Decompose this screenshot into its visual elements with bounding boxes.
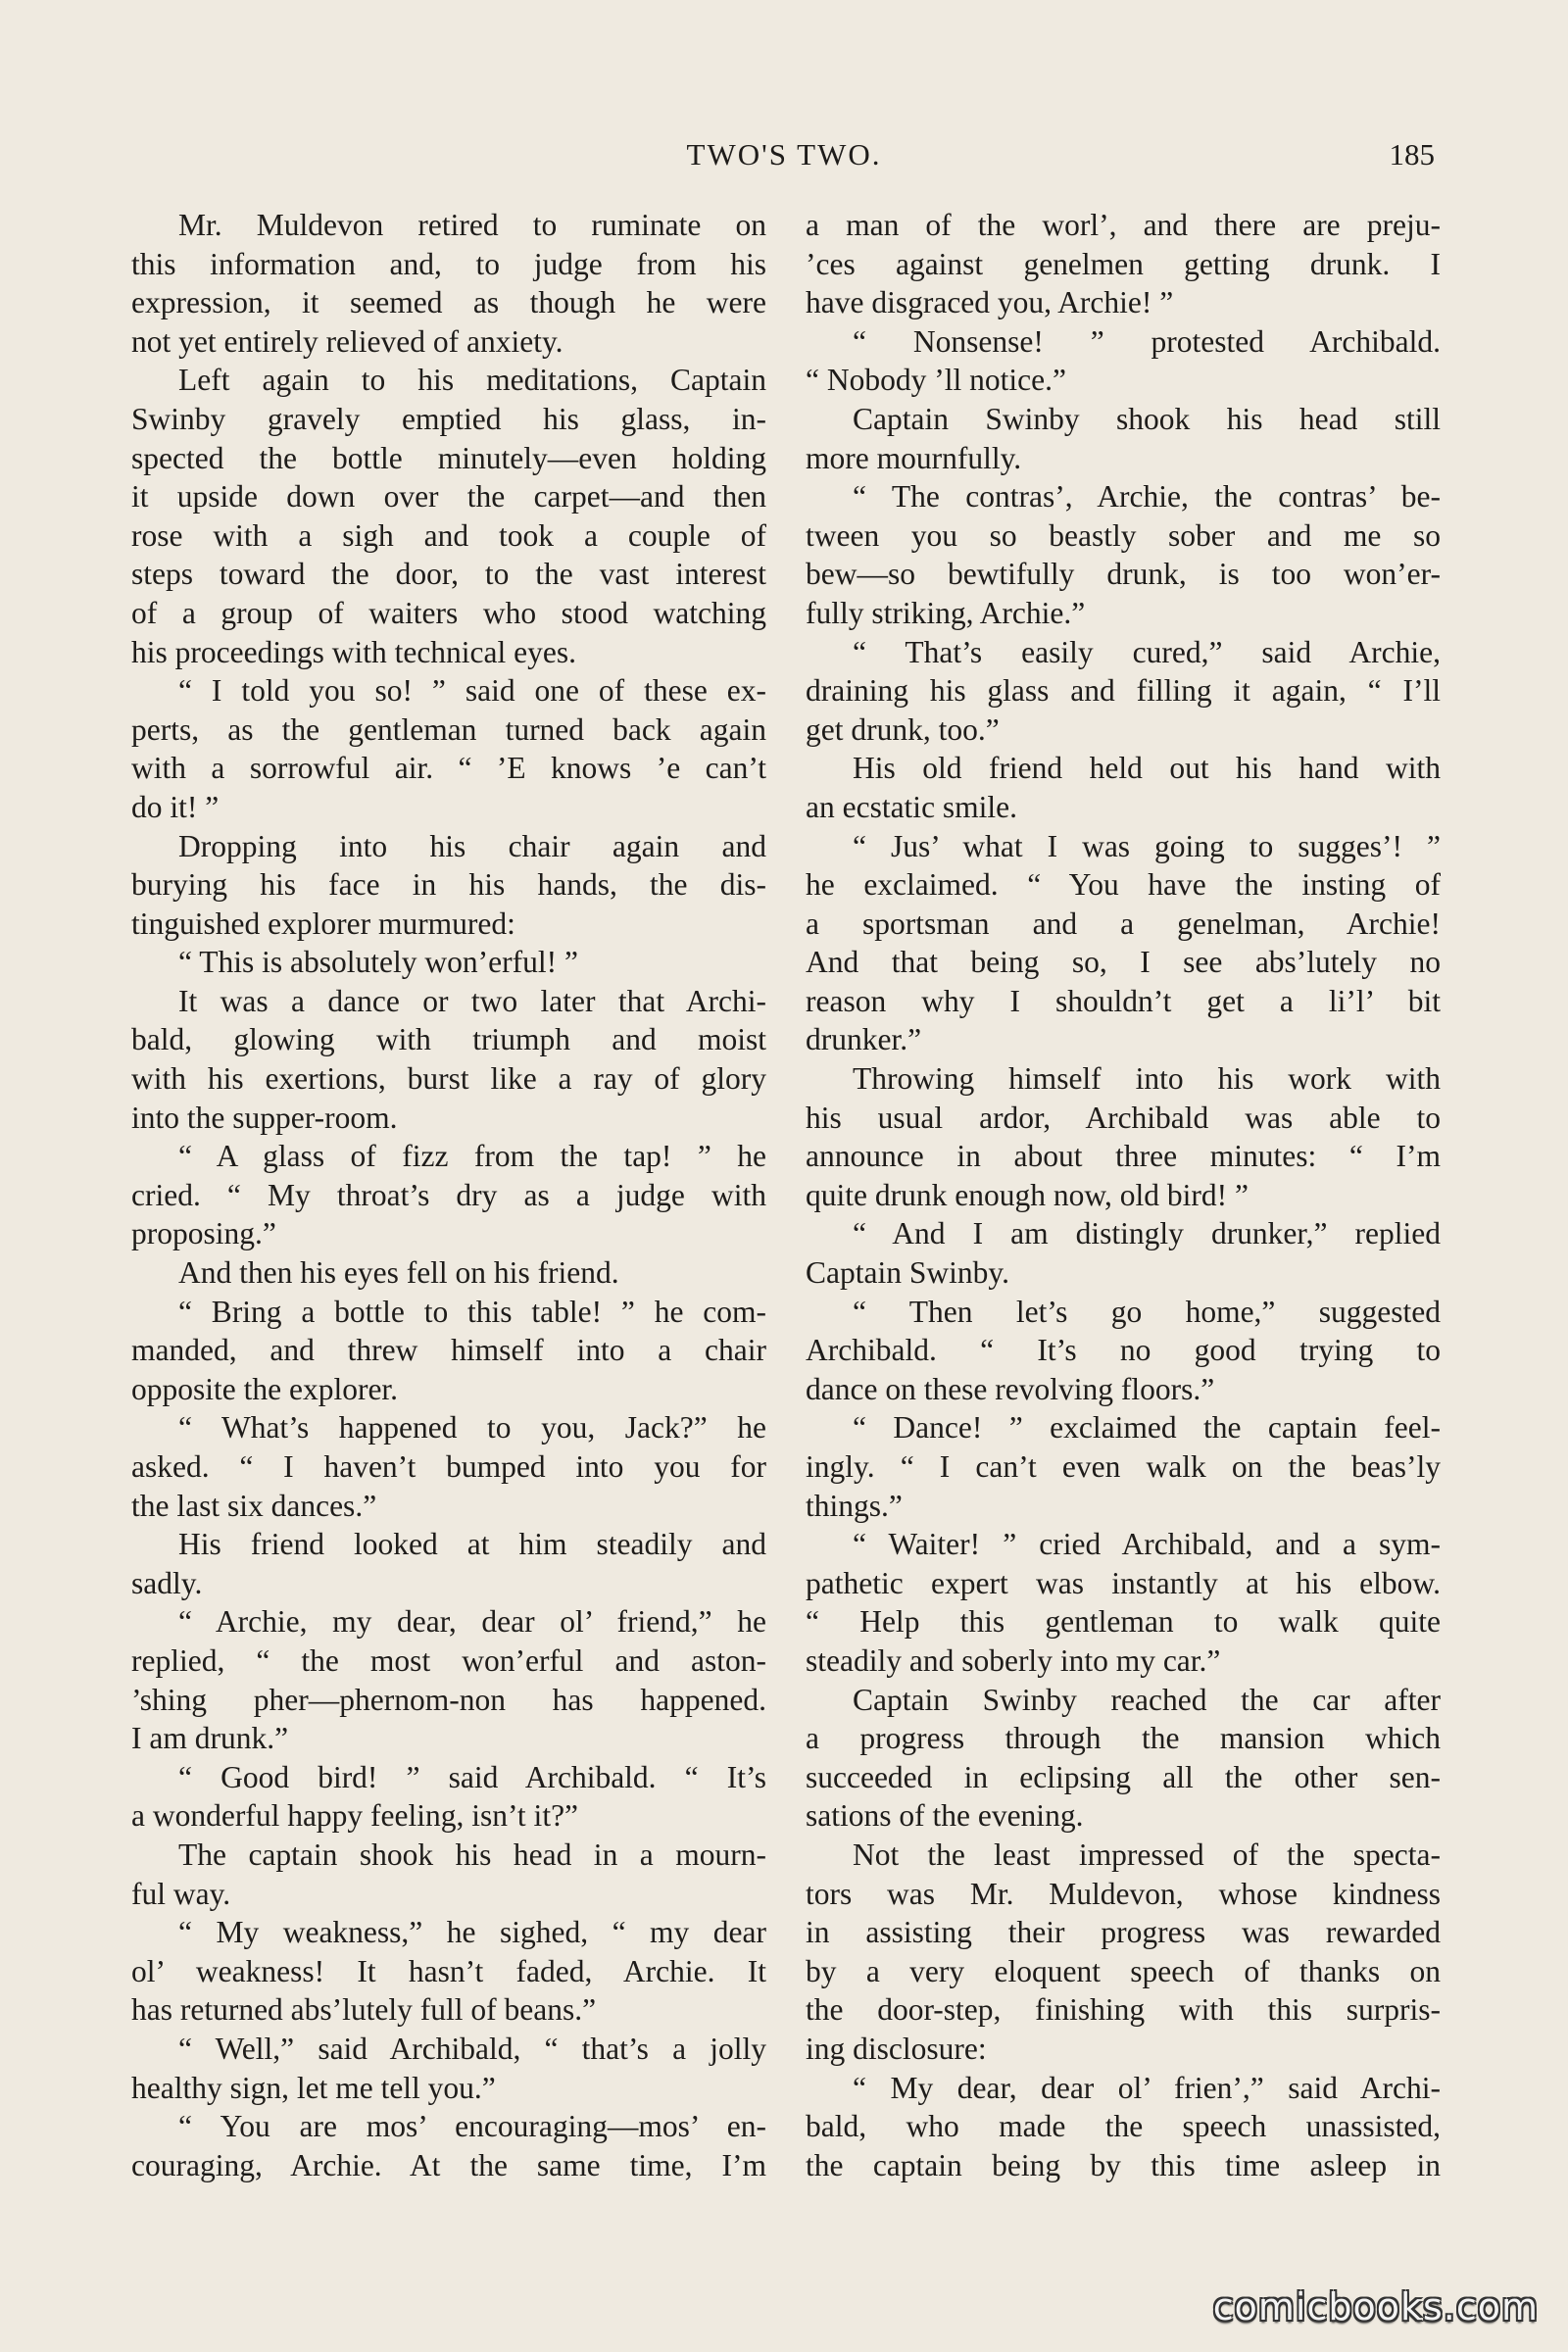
text-line: pathetic expert was instantly at his elbow.: [806, 1565, 1441, 1600]
text-line: tors was Mr. Muldevon, whose kindness: [806, 1876, 1441, 1911]
text-line: get drunk, too.”: [806, 711, 1000, 747]
text-line: Captain Swinby.: [806, 1255, 1009, 1291]
text-line: “ My dear, dear ol’ frien’,” said Archi-: [853, 2070, 1441, 2105]
text-line: I am drunk.”: [131, 1721, 289, 1756]
text-line: ing disclosure:: [806, 2031, 987, 2066]
text-line: “ What’s happened to you, Jack?” he: [178, 1410, 766, 1446]
text-line: dance on these revolving floors.”: [806, 1371, 1215, 1406]
text-line: And that being so, I see abs’lutely no: [806, 945, 1441, 980]
text-line: “ This is absolutely won’erful! ”: [178, 945, 578, 980]
text-line: Not the least impressed of the specta-: [853, 1837, 1441, 1872]
text-line: steadily and soberly into my car.”: [806, 1642, 1221, 1678]
text-line: “ Jus’ what I was going to sugges’! ”: [853, 828, 1441, 863]
running-title: TWO'S TWO.: [686, 137, 882, 172]
text-line: “ Nonsense! ” protested Archibald.: [853, 323, 1441, 359]
text-line: expression, it seemed as though he were: [131, 285, 766, 320]
text-line: sations of the evening.: [806, 1798, 1084, 1834]
text-line: “ That’s easily cured,” said Archie,: [853, 634, 1441, 669]
text-line: succeeded in eclipsing all the other sen-: [806, 1759, 1441, 1794]
text-line: ingly. “ I can’t even walk on the beas’ly: [806, 1449, 1441, 1484]
text-line: opposite the explorer.: [131, 1371, 399, 1406]
text-line: tinguished explorer murmured:: [131, 906, 515, 941]
text-line: healthy sign, let me tell you.”: [131, 2070, 496, 2105]
text-line: “ And I am distingly drunker,” replied: [853, 1216, 1441, 1251]
text-line: his usual ardor, Archibald was able to: [806, 1100, 1441, 1135]
text-line: have disgraced you, Archie! ”: [806, 285, 1174, 320]
text-line: ’shing pher—phernom-non has happened.: [131, 1682, 766, 1717]
text-line: His old friend held out his hand with: [853, 751, 1441, 786]
text-line: by a very eloquent speech of thanks on: [806, 1953, 1441, 1988]
text-line: steps toward the door, to the vast interest: [131, 557, 766, 592]
text-line: Swinby gravely emptied his glass, in-: [131, 401, 766, 436]
text-line: “ Good bird! ” said Archibald. “ It’s: [178, 1759, 766, 1794]
text-line: spected the bottle minutely—even holding: [131, 440, 766, 475]
text-line: “ Bring a bottle to this table! ” he com-: [178, 1294, 766, 1329]
text-line: quite drunk enough now, old bird! ”: [806, 1177, 1249, 1212]
text-line: a man of the worl’, and there are preju-: [806, 208, 1441, 242]
text-line: Left again to his meditations, Captain: [178, 363, 766, 398]
text-line: burying his face in his hands, the dis-: [131, 867, 766, 903]
text-line: His friend looked at him steadily and: [178, 1527, 766, 1562]
text-line: bald, glowing with triumph and moist: [131, 1022, 766, 1057]
text-line: the captain being by this time asleep in: [806, 2147, 1441, 2182]
text-line: announce in about three minutes: “ I’m: [806, 1139, 1441, 1174]
text-line: tween you so beastly sober and me so: [806, 517, 1441, 553]
text-line: a progress through the mansion which: [806, 1721, 1441, 1756]
text-line: “ Dance! ” exclaimed the captain feel-: [853, 1410, 1441, 1446]
left-text-column: [131, 206, 766, 2184]
text-line: a wonderful happy feeling, isn’t it?”: [131, 1798, 579, 1834]
text-line: the door-step, finishing with this surpris-: [806, 1992, 1441, 2028]
page-number: 185: [1389, 137, 1435, 172]
text-line: draining his glass and filling it again, “ I’ll: [806, 673, 1441, 709]
text-line: The captain shook his head in a mourn-: [178, 1837, 766, 1872]
text-line: perts, as the gentleman turned back again: [131, 711, 766, 747]
text-line: Mr. Muldevon retired to ruminate on: [178, 208, 766, 242]
text-line: “ The contras’, Archie, the contras’ be-: [853, 479, 1441, 514]
text-line: proposing.”: [131, 1216, 276, 1251]
text-line: ful way.: [131, 1876, 231, 1911]
text-line: cried. “ My throat’s dry as a judge with: [131, 1177, 766, 1212]
text-line: “ Archie, my dear, dear ol’ friend,” he: [178, 1604, 766, 1640]
text-line: more mournfully.: [806, 440, 1022, 475]
text-line: he exclaimed. “ You have the insting of: [806, 867, 1441, 903]
text-line: And then his eyes fell on his friend.: [178, 1255, 619, 1291]
text-line: replied, “ the most won’erful and aston-: [131, 1642, 766, 1678]
text-line: rose with a sigh and took a couple of: [131, 517, 766, 553]
text-line: do it! ”: [131, 789, 220, 824]
text-line: “ Help this gentleman to walk quite: [806, 1604, 1441, 1640]
page-header: [133, 133, 1435, 176]
text-line: has returned abs’lutely full of beans.”: [131, 1992, 597, 2028]
text-line: “ Waiter! ” cried Archibald, and a sym-: [853, 1527, 1441, 1562]
text-line: “ You are mos’ encouraging—mos’ en-: [178, 2109, 766, 2144]
text-line: in assisting their progress was rewarded: [806, 1915, 1441, 1950]
text-line: with his exertions, burst like a ray of glory: [131, 1061, 766, 1097]
text-line: of a group of waiters who stood watching: [131, 595, 766, 630]
text-line: Dropping into his chair again and: [178, 828, 766, 863]
text-line: fully striking, Archie.”: [806, 595, 1086, 630]
text-line: “ Well,” said Archibald, “ that’s a jolly: [178, 2031, 766, 2066]
right-text-column: [806, 206, 1441, 2184]
text-line: an ecstatic smile.: [806, 789, 1018, 824]
text-line: it upside down over the carpet—and then: [131, 479, 766, 514]
text-line: asked. “ I haven’t bumped into you for: [131, 1449, 766, 1484]
text-line: Captain Swinby shook his head still: [853, 401, 1441, 436]
text-line: his proceedings with technical eyes.: [131, 634, 576, 669]
text-line: drunker.”: [806, 1022, 922, 1057]
text-line: sadly.: [131, 1565, 203, 1600]
text-line: bald, who made the speech unassisted,: [806, 2109, 1441, 2144]
text-line: “ I told you so! ” said one of these ex-: [178, 673, 766, 709]
text-line: Archibald. “ It’s no good trying to: [806, 1333, 1441, 1368]
text-line: manded, and threw himself into a chair: [131, 1333, 766, 1368]
watermark-logo: comicbooks.com: [1212, 2285, 1539, 2328]
text-line: with a sorrowful air. “ ’E knows ’e can’t: [131, 751, 766, 786]
text-line: not yet entirely relieved of anxiety.: [131, 323, 564, 359]
text-line: into the supper-room.: [131, 1100, 398, 1135]
text-line: “ A glass of fizz from the tap! ” he: [178, 1139, 766, 1174]
text-line: things.”: [806, 1488, 903, 1523]
text-line: “ Nobody ’ll notice.”: [806, 363, 1066, 398]
text-line: “ My weakness,” he sighed, “ my dear: [178, 1915, 766, 1950]
text-line: couraging, Archie. At the same time, I’m: [131, 2147, 766, 2182]
text-line: reason why I shouldn’t get a li’l’ bit: [806, 983, 1441, 1018]
text-line: “ Then let’s go home,” suggested: [853, 1294, 1441, 1329]
text-line: this information and, to judge from his: [131, 246, 766, 281]
text-line: ol’ weakness! It hasn’t faded, Archie. It: [131, 1953, 766, 1988]
text-line: the last six dances.”: [131, 1488, 377, 1523]
text-line: It was a dance or two later that Archi-: [178, 983, 766, 1018]
text-line: Throwing himself into his work with: [853, 1061, 1441, 1097]
text-line: a sportsman and a genelman, Archie!: [806, 906, 1441, 941]
text-line: ’ces against genelmen getting drunk. I: [806, 246, 1441, 281]
text-line: Captain Swinby reached the car after: [853, 1682, 1441, 1717]
text-line: bew—so bewtifully drunk, is too won’er-: [806, 557, 1441, 592]
